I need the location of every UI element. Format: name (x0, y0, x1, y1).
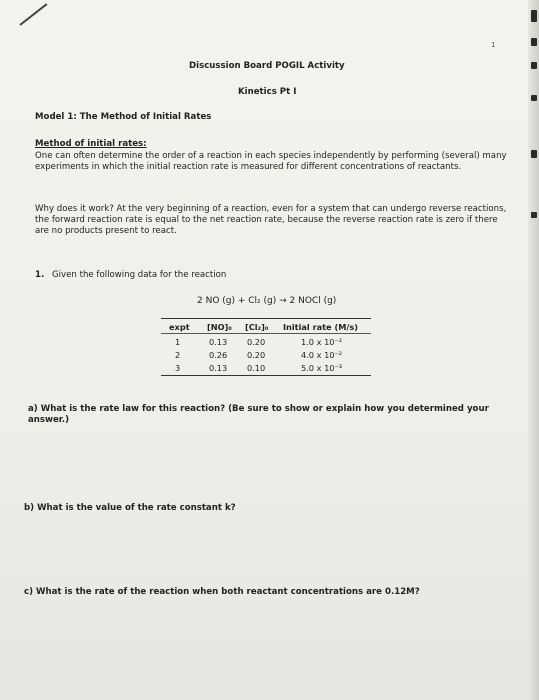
table-cell: 0.20 (247, 337, 266, 347)
question-number: 1. (35, 270, 45, 280)
table-cell: 1 (175, 337, 181, 347)
page-edge (528, 0, 539, 700)
table-header-expt: expt (169, 322, 190, 332)
table-header-no: [NO]₀ (207, 322, 232, 332)
document-subtitle: Kinetics Pt I (238, 87, 297, 97)
model-heading: Model 1: The Method of Initial Rates (35, 112, 212, 122)
table-cell: 0.13 (209, 337, 228, 347)
table-cell: 5.0 x 10⁻³ (301, 363, 343, 373)
reaction-equation: 2 NO (g) + Cl₂ (g) → 2 NOCl (g) (197, 296, 337, 306)
edge-shadow-mark (531, 95, 537, 101)
table-bottom-rule (161, 375, 371, 376)
table-cell: 4.0 x 10⁻² (301, 350, 343, 360)
edge-shadow-mark (531, 38, 537, 46)
pen-check-mark (19, 3, 47, 26)
table-header-rate: Initial rate (M/s) (283, 322, 358, 332)
edge-shadow-mark (531, 150, 537, 158)
table-top-rule (161, 318, 371, 319)
edge-shadow-mark (531, 62, 537, 69)
table-cell: 0.26 (209, 350, 228, 360)
table-header-cl2: [Cl₂]₀ (245, 322, 269, 332)
document-title: Discussion Board POGIL Activity (189, 61, 345, 71)
table-header-rule (161, 333, 371, 334)
question-c: c) What is the rate of the reaction when both reactant concentrations are 0.12M? (24, 587, 420, 597)
table-cell: 0.13 (209, 363, 228, 373)
method-heading: Method of initial rates: (35, 139, 147, 149)
table-cell: 3 (175, 363, 181, 373)
method-paragraph: One can often determine the order of a reaction in each species independently by performing (several) many experiments in which the initial reaction rate is measured for different concentrations of reactants. (35, 151, 507, 172)
edge-shadow-mark (531, 212, 537, 218)
table-cell: 2 (175, 350, 181, 360)
table-cell: 0.20 (247, 350, 266, 360)
page-mark: 1 (491, 41, 496, 49)
question-b: b) What is the value of the rate constant k? (24, 503, 236, 513)
table-cell: 0.10 (247, 363, 266, 373)
question-intro: Given the following data for the reaction (52, 270, 227, 280)
question-a: a) What is the rate law for this reaction? (Be sure to show or explain how you determined your answer.) (28, 404, 489, 425)
table-cell: 1.0 x 10⁻² (301, 337, 343, 347)
why-paragraph: Why does it work? At the very beginning of a reaction, even for a system that can undergo reverse reactions, the forward reaction rate is equal to the net reaction rate, because the reverse reaction rate is zero if there are no products present to react. (35, 204, 507, 236)
edge-shadow-mark (531, 10, 537, 22)
